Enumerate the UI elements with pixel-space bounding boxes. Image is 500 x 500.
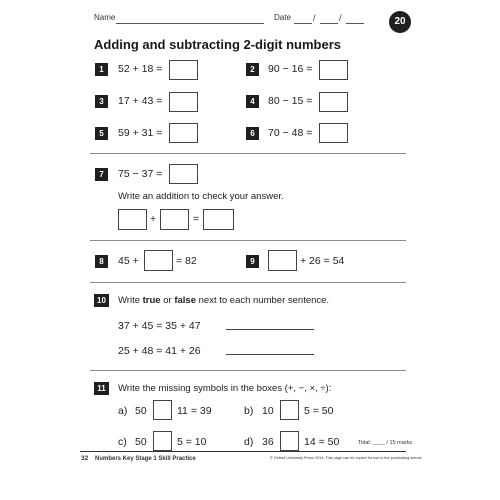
number-sentence: 37 + 45 = 35 + 47 (118, 320, 201, 332)
page-badge: 20 (389, 11, 411, 33)
question-text: 17 + 43 = (118, 95, 163, 107)
symbol-box[interactable] (153, 431, 172, 451)
sum-box[interactable] (203, 209, 234, 230)
total-marks: Total: ____ / 15 marks (358, 440, 413, 446)
equation-rest: 5 = 50 (304, 405, 334, 417)
symbol-box[interactable] (153, 400, 172, 420)
answer-box[interactable] (169, 164, 198, 184)
question-number: 3 (95, 95, 108, 108)
question-text: 59 + 31 = (118, 127, 163, 139)
equals-sign: = (193, 213, 200, 225)
question-number: 11 (94, 382, 109, 395)
equation-rest: 5 = 10 (177, 436, 207, 448)
equation-rest: 14 = 50 (304, 436, 340, 448)
answer-box[interactable] (268, 250, 297, 271)
question-number: 5 (95, 127, 108, 140)
answer-box[interactable] (144, 250, 173, 271)
answer-box[interactable] (169, 60, 198, 80)
section-divider (90, 153, 406, 154)
symbol-box[interactable] (280, 431, 299, 451)
item-letter: b) (244, 405, 254, 417)
question-number: 8 (95, 255, 108, 268)
date-day-field[interactable] (294, 23, 312, 24)
copyright-notice: © Oxford University Press 2014. This page can be copied for use in the purchasing school. (270, 456, 423, 460)
operand: 50 (135, 436, 147, 448)
instruction-text: Write an addition to check your answer. (118, 191, 284, 202)
footer-divider (80, 451, 406, 452)
name-label: Name (94, 13, 116, 22)
question-text: 45 + (118, 255, 139, 267)
operand: 50 (135, 405, 147, 417)
date-label: Date (274, 13, 291, 22)
true-false-answer-line[interactable] (226, 354, 314, 355)
equation-rest: 11 = 39 (177, 405, 212, 417)
instruction-text: Write true or false next to each number sentence. (118, 295, 330, 306)
number-sentence: 25 + 48 = 41 + 26 (118, 345, 201, 357)
instruction-text: Write the missing symbols in the boxes (+, −, ×, ÷): (118, 383, 332, 394)
answer-box[interactable] (319, 92, 348, 112)
operand: 36 (262, 436, 274, 448)
operand: 10 (262, 405, 274, 417)
question-number: 10 (94, 294, 109, 307)
question-text: 80 − 15 = (268, 95, 313, 107)
page-title: Adding and subtracting 2-digit numbers (94, 37, 341, 52)
answer-box[interactable] (169, 92, 198, 112)
question-number: 2 (246, 63, 259, 76)
question-text: + 26 = 54 (300, 255, 345, 267)
date-year-field[interactable] (346, 23, 364, 24)
item-letter: a) (118, 405, 128, 417)
date-month-field[interactable] (320, 23, 338, 24)
question-text: = 82 (176, 255, 197, 267)
section-divider (90, 240, 406, 241)
question-number: 6 (246, 127, 259, 140)
book-title: Numbers Key Stage 1 Skill Practice (95, 456, 196, 462)
question-number: 4 (246, 95, 259, 108)
true-false-answer-line[interactable] (226, 329, 314, 330)
item-letter: d) (244, 436, 254, 448)
answer-box[interactable] (319, 123, 348, 143)
question-number: 1 (95, 63, 108, 76)
addend-box[interactable] (160, 209, 189, 230)
name-field[interactable] (116, 23, 264, 24)
item-letter: c) (118, 436, 127, 448)
plus-sign: + (150, 213, 157, 225)
section-divider (90, 282, 406, 283)
question-text: 90 − 16 = (268, 63, 313, 75)
answer-box[interactable] (169, 123, 198, 143)
question-text: 75 − 37 = (118, 168, 163, 180)
date-separator: / (339, 13, 342, 23)
question-text: 70 − 48 = (268, 127, 313, 139)
question-number: 9 (246, 255, 259, 268)
page-number: 32 (81, 455, 89, 462)
symbol-box[interactable] (280, 400, 299, 420)
addend-box[interactable] (118, 209, 147, 230)
answer-box[interactable] (319, 60, 348, 80)
date-separator: / (313, 13, 316, 23)
question-number: 7 (95, 168, 108, 181)
question-text: 52 + 18 = (118, 63, 163, 75)
section-divider (90, 370, 406, 371)
